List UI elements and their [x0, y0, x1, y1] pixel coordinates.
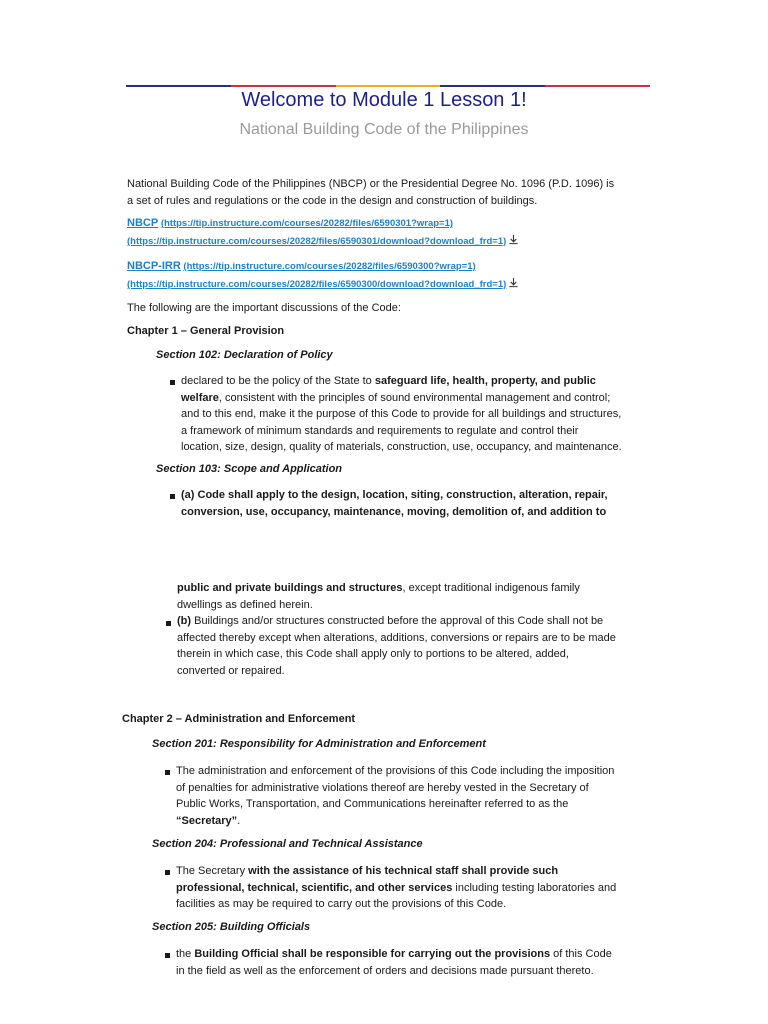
- bar-segment: [231, 85, 336, 87]
- bullet-marker: [170, 494, 175, 499]
- nbcp-link-block: [127, 214, 519, 251]
- text-line: affected thereby except when alterations, additions, conversions or repairs are to be made: [177, 631, 616, 644]
- text-span: the: [176, 948, 195, 960]
- bullet-marker: [165, 770, 170, 775]
- text-line: dwellings as defined herein.: [177, 598, 313, 611]
- text-line: [177, 580, 647, 597]
- bold-text: Building Official shall be responsible for carrying out the provisions: [194, 948, 551, 960]
- section-103-b-text: [177, 613, 647, 679]
- nbcp-irr-link-row: [127, 257, 519, 276]
- section-103-heading: Section 103: Scope and Application: [156, 463, 343, 475]
- bold-text: professional, technical, scientific, and other services: [176, 881, 453, 894]
- bold-text: “Secretary”: [176, 814, 238, 827]
- intro-line: National Building Code of the Philippines (NBCP) or the Presidential Degree No. 1096 (P.D. 1096) is: [127, 178, 615, 190]
- nbcp-irr-link-block: [127, 257, 519, 294]
- nbcp-irr-download-row: [127, 276, 519, 294]
- section-204-text: [176, 863, 651, 913]
- page-subtitle: National Building Code of the Philippines: [239, 121, 529, 138]
- bullet-marker: [165, 953, 170, 958]
- section-102-text: [181, 373, 651, 456]
- bar-segment: [336, 85, 441, 87]
- nbcp-link[interactable]: NBCP: [127, 217, 159, 229]
- bar-segment: [440, 85, 545, 87]
- section-103-a-continued: [177, 580, 647, 613]
- nbcp-download-row: [127, 233, 519, 251]
- chapter-1-heading: Chapter 1 – General Provision: [127, 325, 285, 337]
- bullet-marker: [165, 870, 170, 875]
- bar-segment: [126, 85, 231, 87]
- text-line: of penalties for administrative violations thereof are hereby vested in the Secretary of: [176, 781, 589, 794]
- text-line: [176, 863, 651, 880]
- bar-segment: [545, 85, 650, 87]
- page-title: Welcome to Module 1 Lesson 1!: [241, 89, 527, 111]
- bullet-marker: [166, 621, 171, 626]
- text-line: and to this end, make it the purpose of this Code to provide for all buildings and structures,: [181, 408, 622, 420]
- text-line: [181, 390, 651, 407]
- text-line: therein in which case, this Code shall apply only to portions to be altered, added,: [177, 648, 569, 660]
- text-line: in the field as well as the enforcement of orders and decisions made pursuant thereto.: [176, 964, 594, 977]
- bullet-marker: [170, 380, 175, 385]
- text-span: including testing laboratories and: [452, 881, 617, 894]
- bold-text: with the assistance of his technical staff shall provide such: [248, 865, 559, 877]
- text-line: [177, 613, 647, 630]
- intro-paragraph: [127, 176, 647, 209]
- text-line: Public Works, Transportation, and Communications hereinafter referred to as the: [176, 798, 569, 810]
- text-line: converted or repaired.: [177, 664, 285, 677]
- text-span: of this Code: [550, 948, 612, 960]
- nbcp-link-url[interactable]: (https://tip.instructure.com/courses/20282/files/6590301?wrap=1): [160, 218, 454, 229]
- nbcp-download-link[interactable]: (https://tip.instructure.com/courses/20282/files/6590301/download?download_frd=1): [127, 236, 507, 247]
- text-line: a framework of minimum standards and requirements to regulate and control their: [181, 424, 579, 437]
- bold-text: (b): [177, 615, 192, 627]
- text-span: Buildings and/or structures constructed before the approval of this Code shall not be: [191, 615, 604, 627]
- section-201-heading: Section 201: Responsibility for Administration and Enforcement: [152, 738, 486, 750]
- section-205-text: [176, 946, 651, 979]
- text-line: location, size, design, quality of materials, construction, use, occupancy, and maintenance.: [181, 441, 622, 453]
- bold-text: safeguard life, health, property, and public: [374, 375, 596, 387]
- section-102-heading: Section 102: Declaration of Policy: [156, 349, 333, 361]
- nbcp-irr-link-url[interactable]: (https://tip.instructure.com/courses/20282/files/6590300?wrap=1): [183, 261, 476, 272]
- nbcp-irr-link[interactable]: NBCP-IRR: [127, 260, 181, 272]
- nbcp-link-row: [127, 214, 519, 233]
- text-span: The Secretary: [176, 865, 249, 877]
- nbcp-irr-download-link[interactable]: (https://tip.instructure.com/courses/20282/files/6590300/download?download_frd=1): [127, 279, 507, 290]
- following-text: The following are the important discussions of the Code:: [127, 302, 401, 314]
- text-line: [176, 813, 651, 830]
- download-icon[interactable]: [508, 234, 519, 245]
- section-205-heading: Section 205: Building Officials: [152, 921, 311, 933]
- text-line: [181, 373, 651, 390]
- bold-text: public and private buildings and structures: [177, 582, 403, 594]
- chapter-2-heading: Chapter 2 – Administration and Enforcement: [122, 713, 356, 725]
- text-line: The administration and enforcement of the provisions of this Code including the imposition: [176, 765, 615, 777]
- section-204-heading: Section 204: Professional and Technical Assistance: [152, 838, 423, 850]
- text-line: facilities as may be required to carry out the provisions of this Code.: [176, 898, 507, 910]
- text-line: [176, 880, 651, 897]
- text-span: , consistent with the principles of sound environmental management and control;: [218, 391, 611, 404]
- intro-line: a set of rules and regulations or the code in the design and construction of buildings.: [127, 194, 538, 207]
- text-span: declared to be the policy of the State to: [181, 375, 375, 387]
- section-103-a-text: [181, 487, 651, 520]
- bold-text: welfare: [181, 391, 219, 404]
- download-icon[interactable]: [508, 277, 519, 288]
- text-line: conversion, use, occupancy, maintenance, moving, demolition of, and addition to: [181, 505, 607, 518]
- header-color-bar: [126, 85, 650, 87]
- text-span: .: [237, 814, 241, 827]
- text-line: (a) Code shall apply to the design, location, siting, construction, alteration, repair,: [181, 489, 608, 501]
- section-201-text: [176, 763, 651, 829]
- text-span: , except traditional indigenous family: [402, 582, 580, 594]
- text-line: [176, 946, 651, 963]
